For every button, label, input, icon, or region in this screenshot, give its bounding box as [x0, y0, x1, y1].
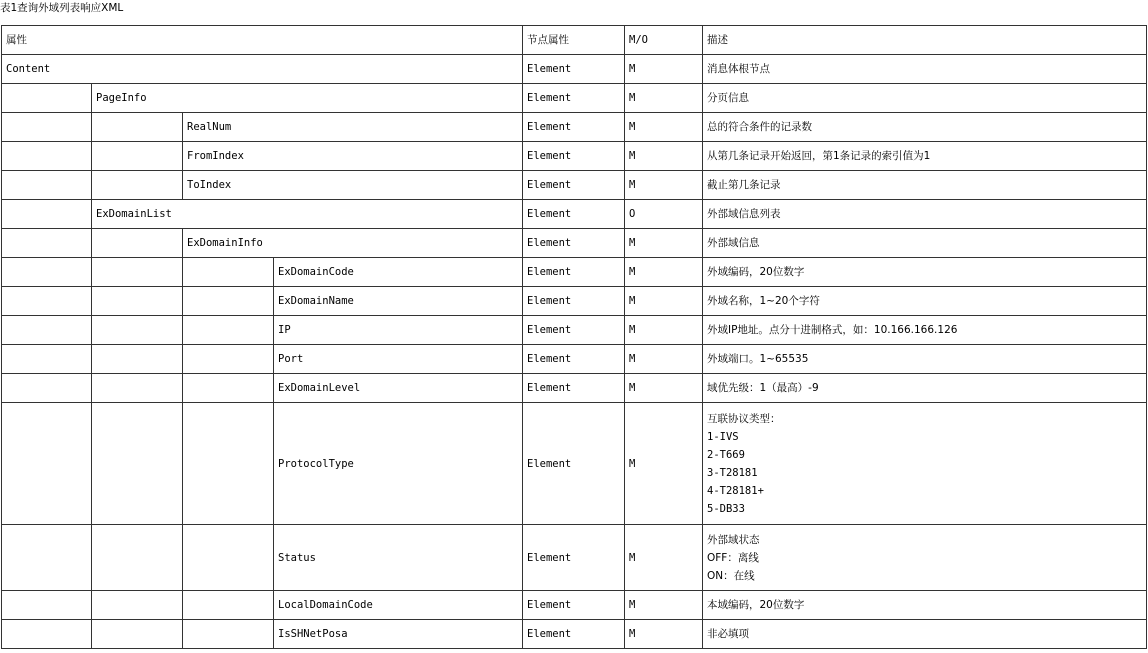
attr-mo: M: [625, 591, 703, 620]
indent-cell: [183, 287, 274, 316]
attr-desc: 外部域信息: [703, 229, 1147, 258]
indent-cell: [92, 620, 183, 649]
desc-line: OFF：离线: [707, 551, 759, 564]
table-row: [2, 287, 1147, 316]
indent-cell: [92, 113, 183, 142]
indent-cell: [183, 403, 274, 525]
indent-cell: [92, 142, 183, 171]
attr-name: ExDomainInfo: [183, 229, 523, 258]
table-row: [2, 84, 1147, 113]
indent-cell: [2, 403, 92, 525]
indent-cell: [92, 316, 183, 345]
indent-cell: [2, 287, 92, 316]
table-row: [2, 620, 1147, 649]
indent-cell: [2, 316, 92, 345]
indent-cell: [92, 591, 183, 620]
indent-cell: [2, 345, 92, 374]
desc-line: ON：在线: [707, 569, 755, 582]
attr-mo: M: [625, 55, 703, 84]
attr-mo: M: [625, 525, 703, 591]
attr-name: RealNum: [183, 113, 523, 142]
header-row: [2, 26, 1147, 55]
header-mo: M/O: [625, 26, 703, 55]
attr-desc: [703, 525, 1147, 591]
attr-desc: 外部域信息列表: [703, 200, 1147, 229]
attr-type: Element: [523, 287, 625, 316]
attr-desc: 域优先级：1（最高）-9: [703, 374, 1147, 403]
attr-type: Element: [523, 113, 625, 142]
attr-name: LocalDomainCode: [274, 591, 523, 620]
desc-line: 互联协议类型：: [707, 412, 781, 425]
attr-type: Element: [523, 403, 625, 525]
table-row: [2, 345, 1147, 374]
indent-cell: [2, 229, 92, 258]
attr-type: Element: [523, 142, 625, 171]
indent-cell: [92, 258, 183, 287]
indent-cell: [92, 287, 183, 316]
table-row: [2, 525, 1147, 591]
desc-line: 3-T28181: [707, 466, 758, 479]
indent-cell: [183, 374, 274, 403]
attr-type: Element: [523, 620, 625, 649]
attr-name: IP: [274, 316, 523, 345]
attr-type: Element: [523, 229, 625, 258]
attr-type: Element: [523, 84, 625, 113]
attr-name: Port: [274, 345, 523, 374]
indent-cell: [92, 171, 183, 200]
attr-name: ToIndex: [183, 171, 523, 200]
attr-desc: 本域编码，20位数字: [703, 591, 1147, 620]
attr-mo: M: [625, 171, 703, 200]
header-description: 描述: [703, 26, 1147, 55]
indent-cell: [92, 374, 183, 403]
indent-cell: [183, 620, 274, 649]
attr-name: ExDomainName: [274, 287, 523, 316]
attr-mo: M: [625, 403, 703, 525]
table-row: [2, 374, 1147, 403]
attr-mo: M: [625, 229, 703, 258]
attr-type: Element: [523, 345, 625, 374]
attr-name: IsSHNetPosa: [274, 620, 523, 649]
attr-desc: 从第几条记录开始返回，第1条记录的索引值为1: [703, 142, 1147, 171]
desc-line: 4-T28181+: [707, 484, 764, 497]
desc-line: 外部域状态: [707, 533, 760, 546]
attr-name: ProtocolType: [274, 403, 523, 525]
indent-cell: [2, 200, 92, 229]
attr-mo: M: [625, 345, 703, 374]
attr-mo: M: [625, 316, 703, 345]
indent-cell: [2, 84, 92, 113]
indent-cell: [2, 620, 92, 649]
table-row: [2, 403, 1147, 525]
attr-mo: M: [625, 258, 703, 287]
attr-desc: 截止第几条记录: [703, 171, 1147, 200]
attr-name: FromIndex: [183, 142, 523, 171]
indent-cell: [2, 525, 92, 591]
table-row: [2, 113, 1147, 142]
attr-desc: 外域名称，1~20个字符: [703, 287, 1147, 316]
indent-cell: [183, 591, 274, 620]
attr-type: Element: [523, 591, 625, 620]
attr-mo: M: [625, 374, 703, 403]
attr-mo: M: [625, 287, 703, 316]
indent-cell: [2, 374, 92, 403]
indent-cell: [183, 345, 274, 374]
header-attribute: 属性: [2, 26, 523, 55]
attr-mo: O: [625, 200, 703, 229]
attr-desc: 分页信息: [703, 84, 1147, 113]
table-caption: 表1查询外域列表响应XML: [0, 2, 124, 14]
indent-cell: [92, 403, 183, 525]
attr-type: Element: [523, 316, 625, 345]
table-row: [2, 200, 1147, 229]
indent-cell: [2, 142, 92, 171]
attr-type: Element: [523, 374, 625, 403]
table-row: [2, 142, 1147, 171]
attr-mo: M: [625, 142, 703, 171]
table-row: [2, 55, 1147, 84]
attr-type: Element: [523, 525, 625, 591]
table-row: [2, 171, 1147, 200]
attr-desc: 非必填项: [703, 620, 1147, 649]
attr-desc: 外域端口。1~65535: [703, 345, 1147, 374]
attr-type: Element: [523, 200, 625, 229]
table-row: [2, 316, 1147, 345]
indent-cell: [183, 258, 274, 287]
indent-cell: [2, 113, 92, 142]
indent-cell: [2, 591, 92, 620]
desc-line: 2-T669: [707, 448, 745, 461]
indent-cell: [2, 171, 92, 200]
header-node-attribute: 节点属性: [523, 26, 625, 55]
indent-cell: [183, 525, 274, 591]
desc-line: 1-IVS: [707, 430, 739, 443]
attr-desc: 外域IP地址。点分十进制格式，如：10.166.166.126: [703, 316, 1147, 345]
indent-cell: [2, 258, 92, 287]
indent-cell: [183, 316, 274, 345]
attr-type: Element: [523, 171, 625, 200]
table-row: [2, 229, 1147, 258]
attr-type: Element: [523, 258, 625, 287]
indent-cell: [92, 345, 183, 374]
attr-type: Element: [523, 55, 625, 84]
indent-cell: [92, 229, 183, 258]
attr-desc: 消息体根节点: [703, 55, 1147, 84]
indent-cell: [92, 525, 183, 591]
attr-mo: M: [625, 620, 703, 649]
table-row: [2, 591, 1147, 620]
attr-name: ExDomainCode: [274, 258, 523, 287]
attr-desc: 总的符合条件的记录数: [703, 113, 1147, 142]
attr-name: ExDomainList: [92, 200, 523, 229]
attr-mo: M: [625, 84, 703, 113]
attr-name: ExDomainLevel: [274, 374, 523, 403]
table-row: [2, 258, 1147, 287]
attr-desc: 外域编码，20位数字: [703, 258, 1147, 287]
attr-name: Content: [2, 55, 523, 84]
attr-desc: [703, 403, 1147, 525]
desc-line: 5-DB33: [707, 502, 745, 515]
response-xml-table: [1, 25, 1147, 649]
attr-name: Status: [274, 525, 523, 591]
attr-mo: M: [625, 113, 703, 142]
attr-name: PageInfo: [92, 84, 523, 113]
